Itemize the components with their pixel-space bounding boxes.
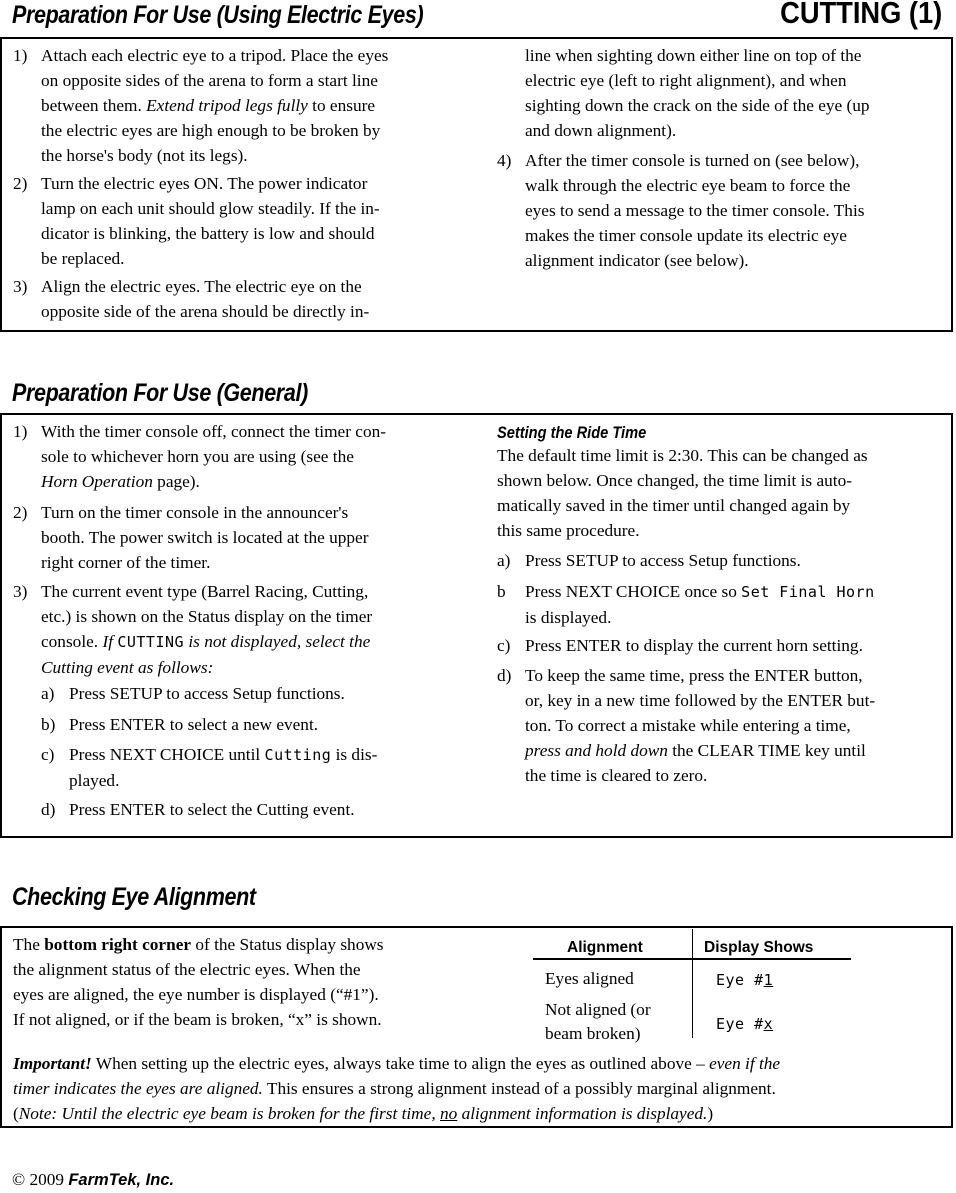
lcd-text: CUTTING: [117, 633, 185, 651]
footer-copyright: © 2009 FarmTek, Inc.: [12, 1170, 175, 1189]
list-item-continued: line when sighting down either line on top of the electric eye (left to right alignment), and when sighting down the crack on the side of the eye (up and down alignment).: [525, 46, 870, 140]
lcd-text: Eye #1: [716, 971, 774, 989]
section-title-alignment: Checking Eye Alignment: [12, 883, 256, 911]
table-header: Display Shows: [704, 939, 814, 956]
important-note: Important! When setting up the electric eyes, always take time to align the eyes as outlined above – even if the timer indicates the eyes are aligned. This ensures a strong alignment instead of a possibly marginal alignment. (Note: Until the electric eye beam is broken for the first time, no alignment information is displayed.): [13, 1054, 781, 1123]
page-title: Preparation For Use (Using Electric Eyes): [12, 1, 424, 29]
table-divider: [692, 929, 693, 958]
alignment-box: [0, 926, 953, 1128]
lcd-text: Cutting: [264, 746, 332, 764]
table-row: Not aligned (or beam broken): [545, 1000, 651, 1043]
company-name: FarmTek, Inc.: [68, 1171, 175, 1189]
ride-time-intro: The default time limit is 2:30. This can be changed as shown below. Once changed, the time limit is auto- matically saved in the timer until changed again by this same procedure.: [497, 446, 868, 540]
table-row: Eyes aligned: [545, 969, 634, 988]
electric-eyes-box: 1) Attach each electric eye to a tripod. Place the eyes on opposite sides of the arena to form a start line between them. Extend tripod legs fully to ensure the electric eyes are high enough to be broken by the horse's body (not its legs). 2) Turn the electric eyes ON. The power indicator lamp on each unit should glow steadily. If the in- dicator is blinking, the battery is low and should be replaced. 3) Align the electric eyes. The electric eye on the opposite side of the arena should be directly in- line when sighting down either line on top of the electric eye (left to right alignment), and when sighting down the crack on the side of the eye (up and down alignment). 4) After the timer console is turned on (see below), walk through the electric eye beam to force the eyes to send a message to the timer console. This makes the timer console update its electric eye alignment indicator (see below).: [0, 37, 953, 332]
general-box: 1) With the timer console off, connect the timer con- sole to whichever horn you are using (see the Horn Operation page). 2) Turn on the timer console in the announcer's booth. The power switch is located at the upper right corner of the timer. 3) The current event type (Barrel Racing, Cutting, etc.) is shown on the Status display on the timer console. If CUTTING is not displayed, select the Cutting event as follows: a) Press SETUP to access Setup functions. b) Press ENTER to select a new event. c) Press NEXT CHOICE until Cutting is dis- played. d) Press ENTER to select the Cutting event. Setting the Ride Time The default time limit is 2:30. This can be changed as shown below. Once changed, the time limit is auto- matically saved in the timer until changed again by this same procedure. a) Press SETUP to access Setup functions. b Press NEXT CHOICE once so Set Final Horn is displayed. c) Press ENTER to display the current horn setting. d) To keep the same time, press the ENTER button, or, key in a new time followed by the ENTER but- ton. To correct a mistake while entering a time, press and hold down the CLEAR TIME key until the time is cleared to zero.: [0, 413, 953, 838]
table-divider: [692, 960, 693, 1038]
event-badge: CUTTING (1): [779, 0, 942, 30]
ride-time-heading: Setting the Ride Time: [497, 423, 647, 442]
table-header: Alignment: [567, 939, 643, 956]
lcd-text: Set Final Horn: [741, 583, 875, 601]
lcd-text: Eye #x: [716, 1015, 774, 1033]
alignment-paragraph: The bottom right corner of the Status display shows the alignment status of the electric eyes. When the eyes are aligned, the eye number is displayed (“#1”). If not aligned, or if the beam is broken, “x” is shown.: [13, 935, 384, 1029]
alignment-table: [533, 932, 851, 1065]
section-title-general: Preparation For Use (General): [12, 379, 308, 407]
